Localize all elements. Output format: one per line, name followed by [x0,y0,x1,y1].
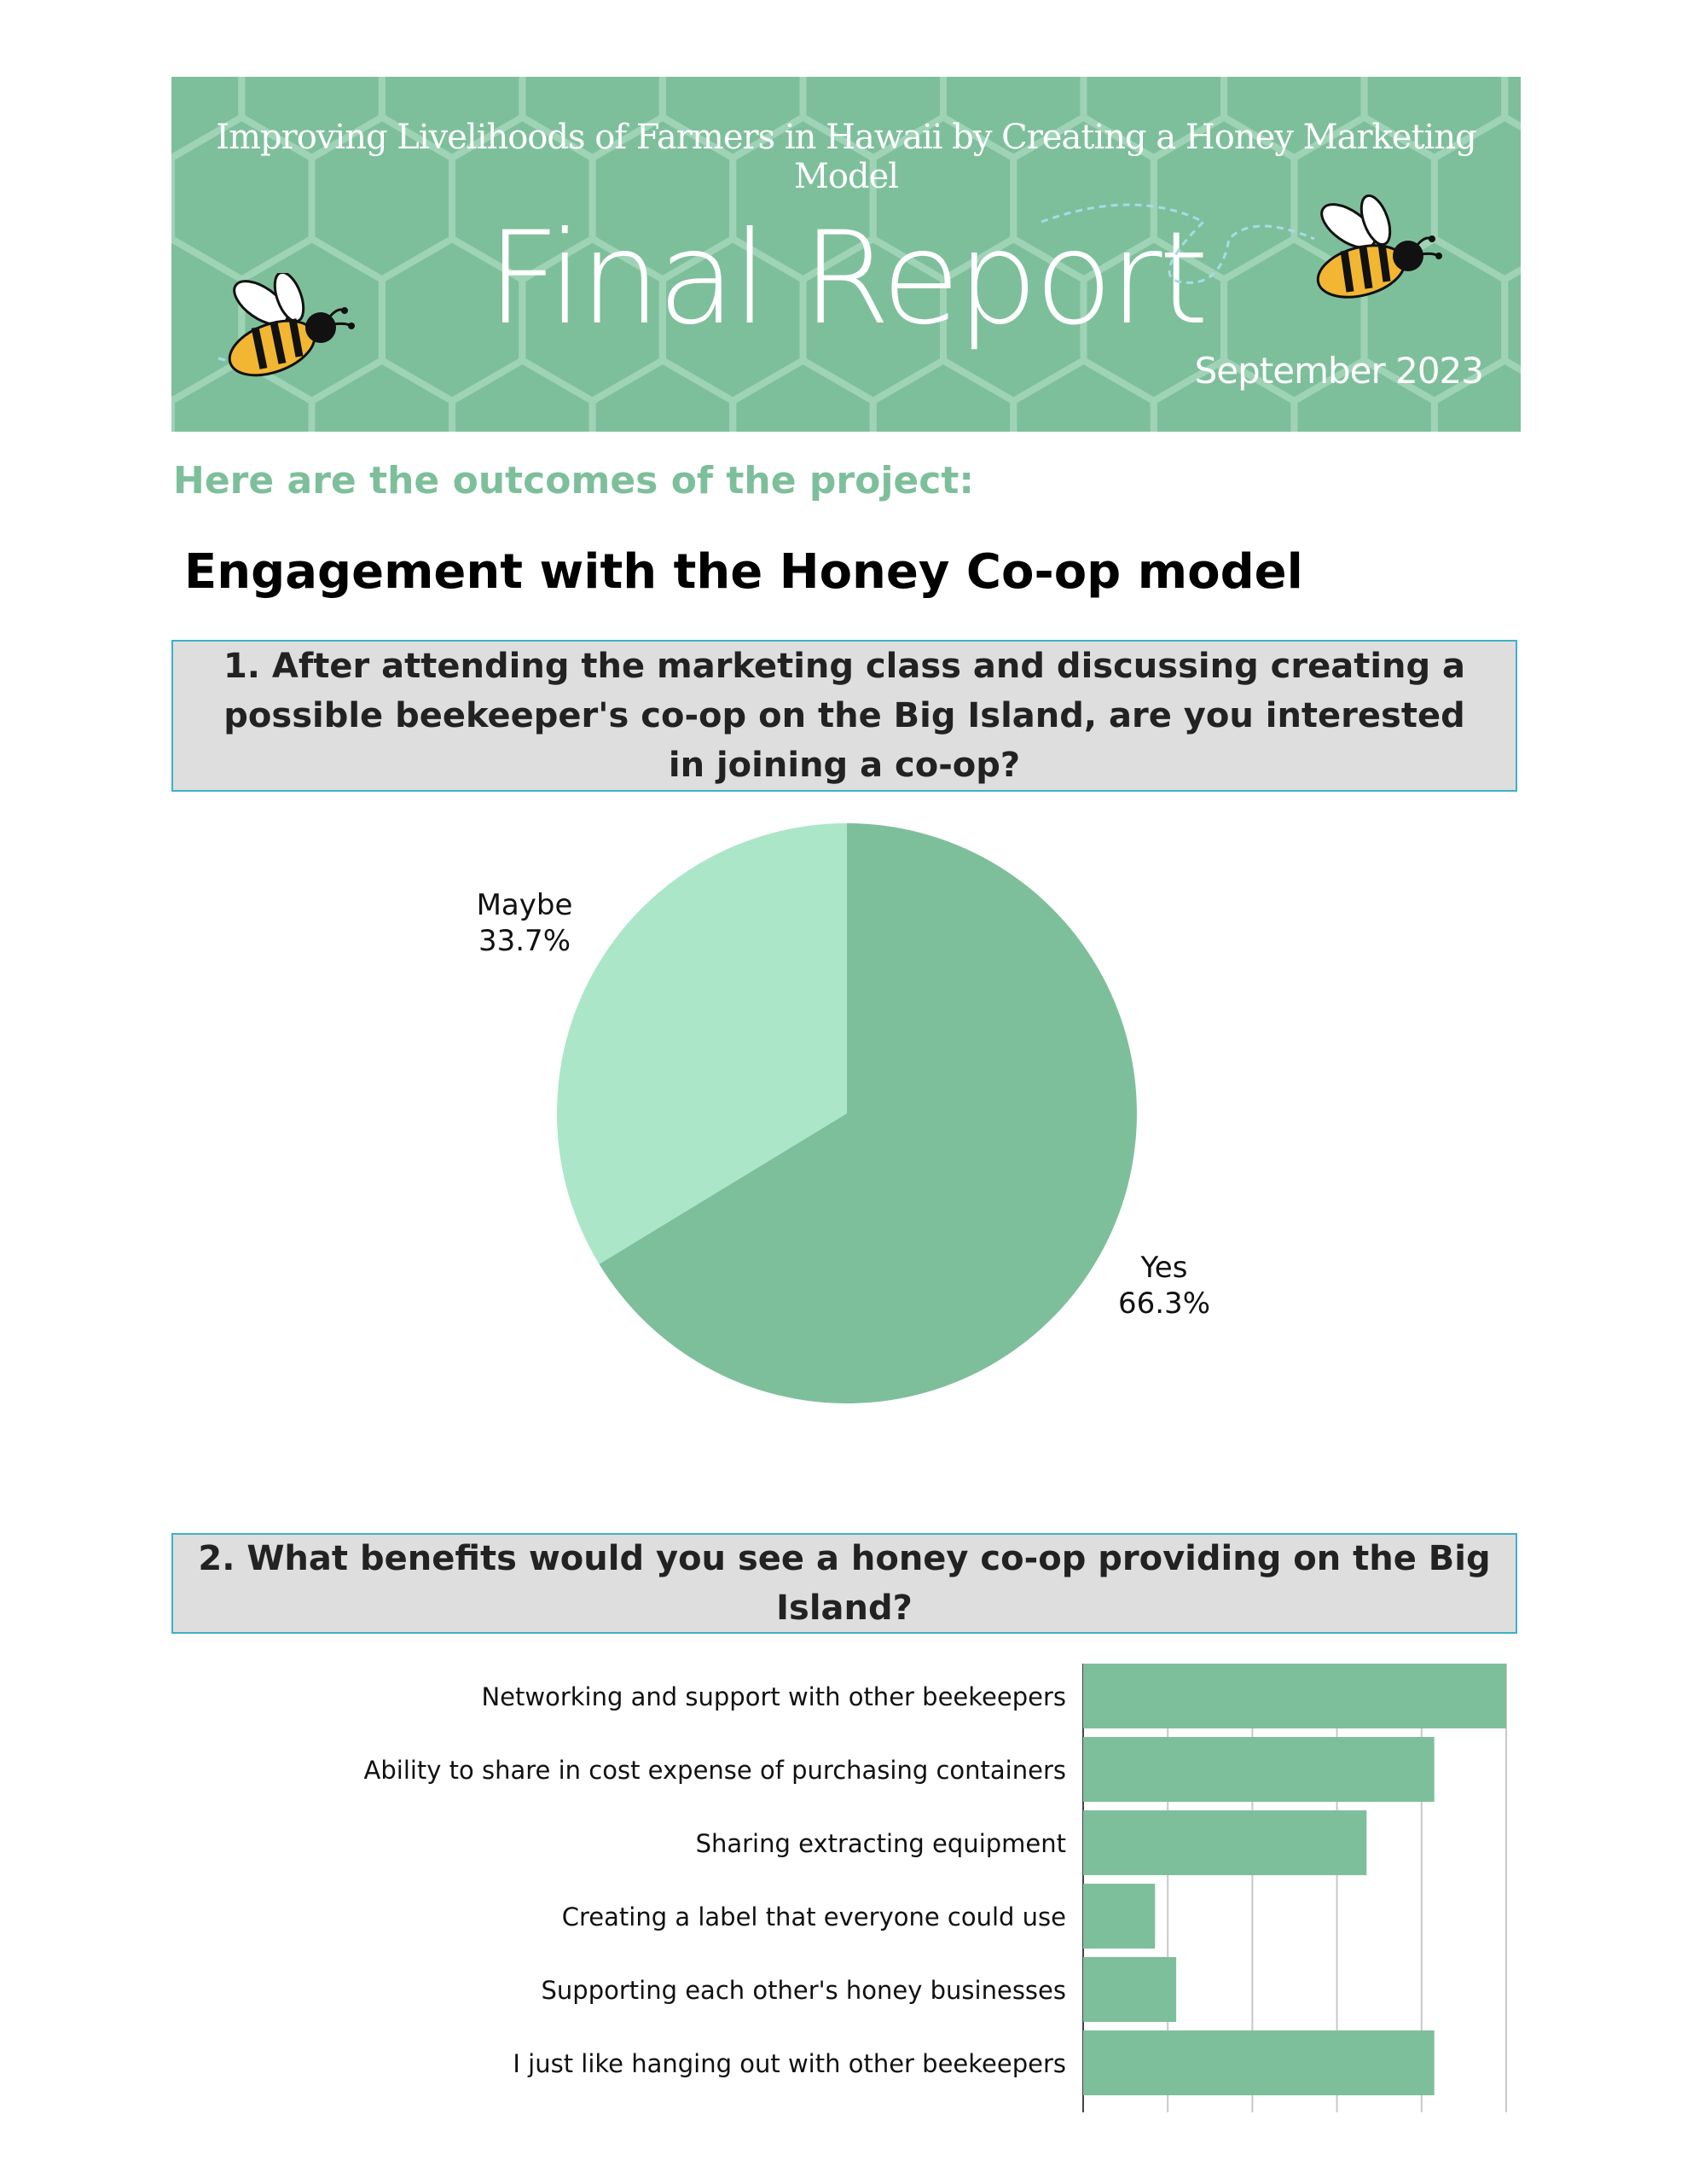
bar-category-label: Supporting each other's honey businesses [541,1976,1066,2005]
pie-label-maybe-value: 33.7% [478,924,571,958]
banner-title: Final Report [486,205,1206,353]
bar-category-label: Ability to share in cost expense of purchasing containers [363,1756,1066,1785]
bar-3 [1083,1884,1155,1949]
question-2-text: 2. What benefits would you see a honey co-op providing on the Big Island? [198,1539,1491,1628]
pie-label-maybe-name: Maybe [476,888,573,922]
bar-1 [1083,1737,1435,1802]
pie-label-yes-name: Yes [1140,1251,1188,1285]
bar-category-label: Networking and support with other beekeepers [481,1682,1066,1711]
pie-label-yes [1109,1250,1220,1321]
banner-date: September 2023 [1194,350,1483,392]
question-2-box [171,1533,1517,1634]
pie-label-yes-value: 66.3% [1117,1287,1210,1321]
banner-subtitle: Improving Livelihoods of Farmers in Hawaii by Creating a Honey Marketing Model [216,118,1476,196]
question-1-text: 1. After attending the marketing class and discussing creating a possible beekeeper's co-op on the Big Island, are you interested in joining a co-op? [223,647,1466,785]
bar-4 [1083,1957,1176,2022]
intro-text: Here are the outcomes of the project: [173,459,974,502]
bar-5 [1083,2030,1435,2095]
bar-2 [1083,1810,1366,1875]
section-title: Engagement with the Honey Co-op model [184,544,1303,600]
bar-category-label: I just like hanging out with other beekeepers [513,2049,1066,2078]
pie-label-maybe [469,887,580,959]
bar-0 [1083,1664,1506,1728]
bar-category-label: Creating a label that everyone could use [561,1902,1066,1931]
bar-category-label: Sharing extracting equipment [695,1829,1066,1858]
